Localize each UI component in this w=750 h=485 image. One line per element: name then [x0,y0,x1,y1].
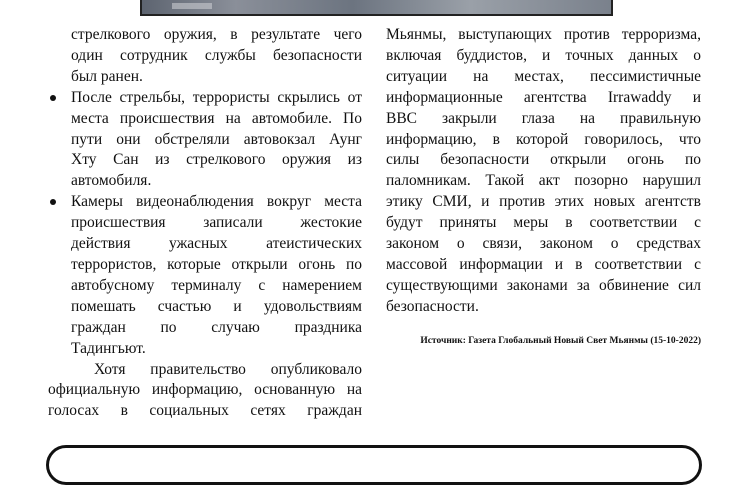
text-line: Хту Сан из стрелкового оружия из [71,151,362,169]
text-line: места происшествия на автомобиле. По [71,109,362,127]
right-column [386,25,701,318]
text-line: будут приняты меры в соответствии с [386,214,701,232]
text-line: законом о связи, законом о средствах [386,235,701,253]
bullet-item [48,88,362,193]
text-line: BBC закрыли глаза на правильную [386,109,701,127]
text-line: Тадингьют. [71,339,146,357]
next-section-frame [46,445,702,485]
text-line: помешать счастью и удовольствиям [71,297,362,315]
text-line: был ранен. [71,67,143,85]
text-line: официальную информацию, основанную на [48,381,362,399]
text-line: Камеры видеонаблюдения вокруг места [71,193,362,211]
text-line: автомобиля. [71,172,152,190]
bullet-list [48,88,362,360]
text-line: безопасности. [386,297,479,315]
text-line: существующими законами за обвинение сил [386,276,701,294]
paragraph [48,360,362,423]
text-line: один сотрудник службы безопасности [71,46,362,64]
article-photo [140,0,613,16]
text-line: паломникам. Такой акт позорно нарушил [386,172,701,190]
text-line: силы безопасности открыли огонь по [386,151,701,169]
text-line: террористов, которые открыли огонь по [71,255,362,273]
photo-caption-mark [172,3,212,9]
source-citation: Источник: Газета Глобальный Новый Свет Мьянмы (15-10-2022) [420,336,701,346]
text-line: информацию, в которой говорилось, что [386,130,701,148]
bullet-item [48,192,362,359]
bullet-icon [50,95,56,101]
text-line: включая буддистов, и точных данных о [386,46,701,64]
text-line: информационные агентства Irrawaddy и [386,88,701,106]
continued-bullet-text [48,25,362,88]
text-line: пути они обстреляли автовокзал Аунг [71,130,362,148]
left-column [48,25,362,422]
text-line: Мьянмы, выступающих против терроризма, [386,26,701,43]
text-line: стрелкового оружия, в результате чего [71,26,362,43]
text-line: Хотя правительство опубликовало [94,360,362,378]
bullet-icon [50,199,56,205]
text-line: действия ужасных атеистических [71,235,362,253]
text-line: происшествия записали жестокие [71,214,362,232]
text-line: После стрельбы, террористы скрылись от [71,88,362,106]
text-line: этику СМИ, и против этих новых агентств [386,193,701,211]
text-line: ситуации на местах, пессимистичные [386,67,701,85]
text-line: голосах в социальных сетях граждан [48,402,362,420]
text-line: автобусному терминалу с намерением [71,276,362,294]
text-line: граждан по случаю праздника [71,318,362,336]
text-line: массовой информации и в соответствии с [386,255,701,273]
